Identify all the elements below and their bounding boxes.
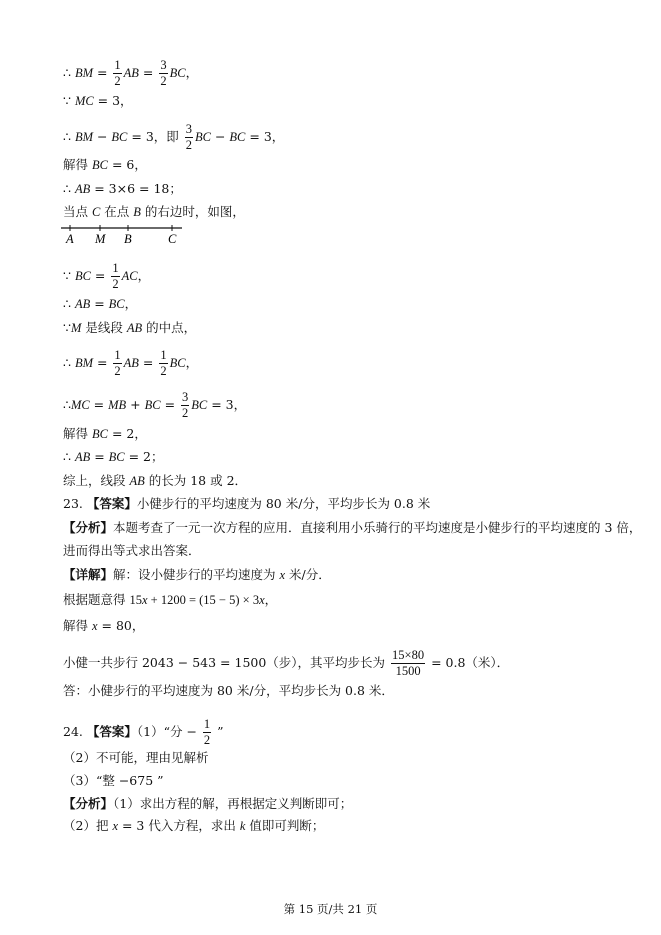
point-label-c: C (168, 232, 177, 246)
line-m-midpoint: ∵M 是线段 AB 的中点， (63, 320, 197, 335)
q23-step-length: 小健一共步行 2043 − 543 = 1500（步），其平均步长为 $\frac{15\times 80}{1500}$ = 0.8（米）． (63, 648, 510, 678)
fraction: $\frac{1}{2}$ (112, 261, 119, 291)
line-bm-half: ∴ BM = $\frac{1}{2}$ AB = $\frac{1}{2}$ BC， (63, 348, 199, 378)
line-solve-bc-6: 解得 BC = 6， (63, 157, 147, 172)
q24-analysis: 【分析】（1）求出方程的解，再根据定义判断即可； (63, 796, 353, 811)
line-mc-given: ∵ MC = 3， (63, 93, 133, 108)
point-label-m: M (95, 232, 106, 246)
fraction: $\frac{3}{2}$ (182, 390, 189, 420)
line-case-c-right: 当点 C 在点 B 的右边时，如图， (63, 204, 245, 219)
q24-part3: （3）“整 −675 ” (63, 773, 164, 788)
fraction: $\frac{1}{2}$ (160, 348, 167, 378)
q23-equation: 根据题意得 15x + 1200 = (15 − 5) × 3x， (63, 592, 278, 607)
fraction: $\frac{3}{2}$ (185, 122, 193, 152)
line-bm-minus-bc: ∴ BM − BC = 3，即 $\frac{3}{2}$ BC − BC = 3， (63, 122, 285, 152)
fraction: $\frac{15\times 80}{1500}$ (392, 648, 425, 678)
q24-analysis-2: （2）把 x = 3 代入方程，求出 k 值即可判断； (63, 818, 325, 833)
line-bc-half-ac: ∵ BC = $\frac{1}{2}$ AC， (63, 261, 151, 291)
q23-analysis-cont: 进而得出等式求出答案． (63, 543, 201, 558)
line-ab-bc-2: ∴ AB = BC = 2； (63, 449, 164, 464)
point-label-b: B (124, 232, 132, 246)
line-ab-18: ∴ AB = 3×6 = 18； (63, 181, 182, 196)
fraction: $\frac{3}{2}$ (160, 58, 167, 88)
q23-detail: 【详解】解：设小健步行的平均速度为 x 米/分． (63, 567, 331, 582)
q23-reply: 答：小健步行的平均速度为 80 米/分，平均步长为 0.8 米． (63, 683, 394, 698)
q24-part2: （2）不可能，理由见解析 (63, 750, 209, 765)
fraction: $\frac{1}{2}$ (114, 58, 121, 88)
q23-solve-x: 解得 x = 80， (63, 618, 145, 633)
segment-figure (58, 222, 188, 246)
fraction: $\frac{1}{2}$ (203, 717, 211, 747)
q24-answer: 24. 【答案】（1）“分 − $\frac{1}{2}$ ” (63, 717, 224, 747)
line-solve-bc-2: 解得 BC = 2， (63, 426, 147, 441)
line-conclusion: 综上，线段 AB 的长为 18 或 2． (63, 473, 248, 488)
fraction: $\frac{1}{2}$ (114, 348, 121, 378)
q23-analysis: 【分析】本题考查了一元一次方程的应用．直接利用小乐骑行的平均速度是小健步行的平均速度的 3 倍， (63, 520, 642, 535)
q23-answer: 23. 【答案】小健步行的平均速度为 80 米/分，平均步长为 0.8 米 (63, 496, 431, 511)
line-mc-sum: ∴MC = MB + BC = $\frac{3}{2}$ BC = 3， (63, 390, 247, 420)
line-bm-equals: ∴ BM = $\frac{1}{2}$ AB = $\frac{3}{2}$ BC， (63, 58, 199, 88)
page-number-footer: 第 15 页/共 21 页 (283, 902, 378, 916)
point-label-a: A (66, 232, 74, 246)
line-ab-eq-bc: ∴ AB = BC， (63, 296, 138, 311)
